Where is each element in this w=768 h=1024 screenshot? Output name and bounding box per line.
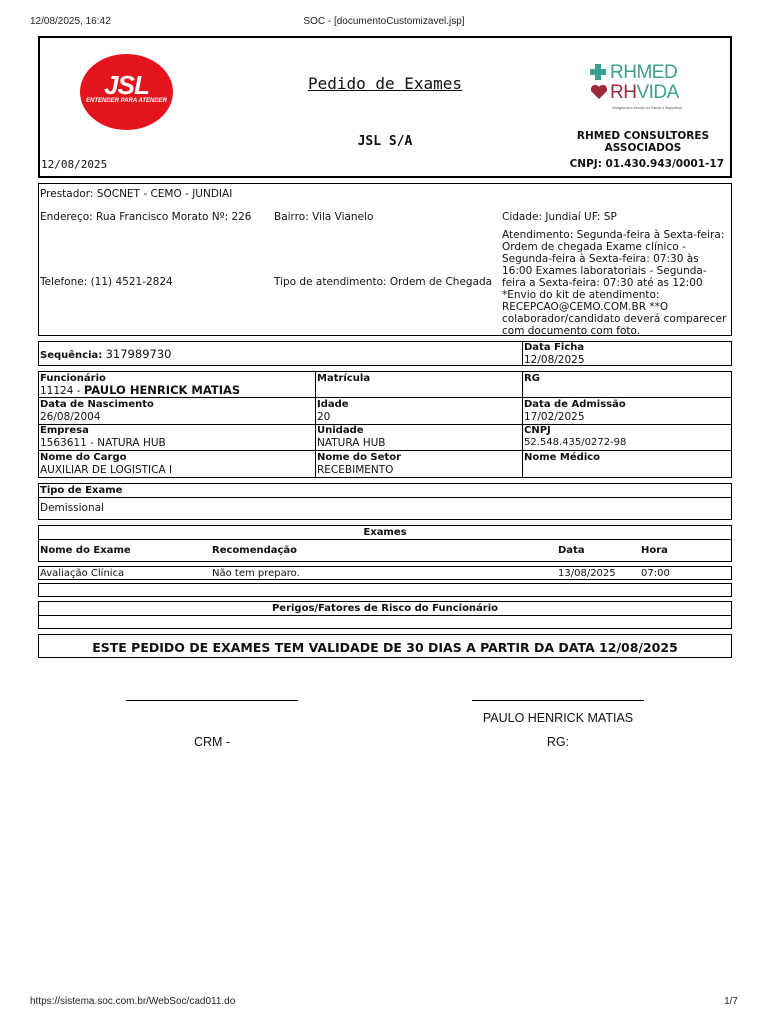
prestador-tipo-atendimento: Tipo de atendimento: Ordem de Chegada	[274, 276, 493, 288]
sequencia	[40, 347, 171, 361]
sequencia-label: Sequência:	[40, 350, 103, 361]
provider-name: RHMED CONSULTORES ASSOCIADOS	[576, 130, 710, 154]
rhmed-logo-line2	[610, 82, 679, 104]
plus-icon	[590, 64, 606, 80]
rg-label: RG	[524, 373, 540, 384]
funcionario-nome: PAULO HENRICK MATIAS	[83, 383, 241, 397]
admissao-label: Data de Admissão	[524, 399, 626, 410]
unidade-value: NATURA HUB	[317, 437, 386, 449]
nascimento-label: Data de Nascimento	[40, 399, 154, 410]
provider-cnpj: CNPJ: 01.430.943/0001-17	[569, 158, 724, 170]
page-title: Pedido de Exames	[307, 74, 463, 93]
print-page-number: 1/7	[724, 996, 738, 1007]
company-name: JSL S/A	[357, 134, 413, 149]
rhmed-logo-tagline: Inteligência a Serviço da Saúde e Segurança	[612, 106, 683, 110]
atendimento-line: RECEPCAO@CEMO.COM.BR **O	[502, 301, 669, 313]
sequencia-value: 317989730	[105, 347, 172, 361]
idade-value: 20	[317, 411, 331, 423]
admissao-value: 17/02/2025	[524, 411, 585, 423]
prestador-atendimento	[502, 229, 730, 337]
empresa-value: 1563611 - NATURA HUB	[40, 437, 166, 449]
rhmed-logo-line2-b: VIDA	[636, 82, 679, 103]
funcionario-codigo: 11124 -	[40, 385, 84, 397]
signature-left-label: CRM -	[193, 735, 231, 749]
atendimento-line: feira a Sexta-feira: 07:30 até as 12:00	[502, 277, 703, 289]
riscos-title: Perigos/Fatores de Risco do Funcionário	[271, 603, 499, 614]
atendimento-line: 16:00 Exames laboratoriais - Segunda-	[502, 265, 707, 277]
setor-value: RECEBIMENTO	[317, 464, 394, 476]
cargo-label: Nome do Cargo	[40, 452, 127, 463]
funcionario-value	[40, 384, 240, 397]
signature-right-name: PAULO HENRICK MATIAS	[482, 711, 634, 725]
funcionario-label: Funcionário	[40, 373, 106, 384]
exames-title: Exames	[363, 527, 407, 538]
signature-line-left	[126, 700, 298, 701]
exames-col-recomendacao: Recomendação	[212, 545, 298, 556]
cnpj-value: 52.548.435/0272-98	[524, 437, 627, 448]
table-row	[38, 566, 732, 580]
medico-label: Nome Médico	[524, 452, 601, 463]
idade-label: Idade	[317, 399, 349, 410]
signature-line-right	[472, 700, 644, 701]
exames-col-data: Data	[558, 545, 585, 556]
empresa-label: Empresa	[40, 425, 89, 436]
prestador-bairro: Bairro: Vila Vianelo	[274, 211, 374, 223]
validade-text: ESTE PEDIDO DE EXAMES TEM VALIDADE DE 30 DIAS A PARTIR DA DATA 12/08/2025	[92, 640, 678, 655]
exames-col-hora: Hora	[641, 545, 668, 556]
jsl-logo-tagline: ENTENDER PARA ATENDER	[85, 98, 167, 104]
rhmed-logo-line1: RHMED	[610, 62, 678, 83]
exame-hora: 07:00	[641, 568, 670, 579]
prestador-endereco: Endereço: Rua Francisco Morato Nº: 226	[40, 211, 252, 223]
prestador-telefone: Telefone: (11) 4521-2824	[40, 276, 173, 288]
cargo-value: AUXILIAR DE LOGISTICA I	[40, 464, 173, 476]
exames-col-nome: Nome do Exame	[40, 545, 131, 556]
exames-spacer	[38, 583, 732, 597]
atendimento-line: Atendimento: Segunda-feira à Sexta-feira:	[502, 229, 725, 241]
exame-data: 13/08/2025	[558, 568, 616, 579]
exame-recomendacao: Não tem preparo.	[212, 568, 300, 579]
setor-label: Nome do Setor	[317, 452, 401, 463]
rhmed-logo-line2-a: RH	[610, 82, 637, 103]
data-ficha-label: Data Ficha	[524, 342, 585, 353]
nascimento-value: 26/08/2004	[40, 411, 101, 423]
data-ficha-value: 12/08/2025	[524, 354, 585, 366]
atendimento-line: *Envio do kit de atendimento:	[502, 289, 660, 301]
atendimento-line: Segunda-feira à Sexta-feira: 07:30 às	[502, 253, 699, 265]
atendimento-line: Ordem de chegada Exame clínico -	[502, 241, 686, 253]
print-datetime: 12/08/2025, 16:42	[30, 16, 111, 27]
print-url[interactable]: https://sistema.soc.com.br/WebSoc/cad011.do	[30, 996, 236, 1007]
unidade-label: Unidade	[317, 425, 364, 436]
cnpj-label: CNPJ	[524, 425, 551, 436]
matricula-label: Matrícula	[317, 373, 371, 384]
atendimento-line: colaborador/candidato deverá comparecer	[502, 313, 727, 325]
signature-right-label: RG:	[546, 735, 570, 749]
print-window-title: SOC - [documentoCustomizavel.jsp]	[303, 16, 465, 27]
exame-nome: Avaliação Clínica	[40, 568, 125, 579]
header-date: 12/08/2025	[41, 158, 108, 171]
tipo-exame-label: Tipo de Exame	[40, 485, 123, 496]
prestador-name: Prestador: SOCNET - CEMO - JUNDIAI	[40, 188, 233, 200]
jsl-logo	[80, 54, 173, 130]
heart-icon	[590, 84, 608, 100]
tipo-exame-value: Demissional	[40, 502, 104, 514]
atendimento-line: com documento com foto.	[502, 325, 641, 337]
prestador-cidade: Cidade: Jundiaí UF: SP	[502, 211, 617, 223]
jsl-logo-mark: JSL	[104, 70, 149, 100]
tipo-exame-section	[38, 483, 732, 520]
